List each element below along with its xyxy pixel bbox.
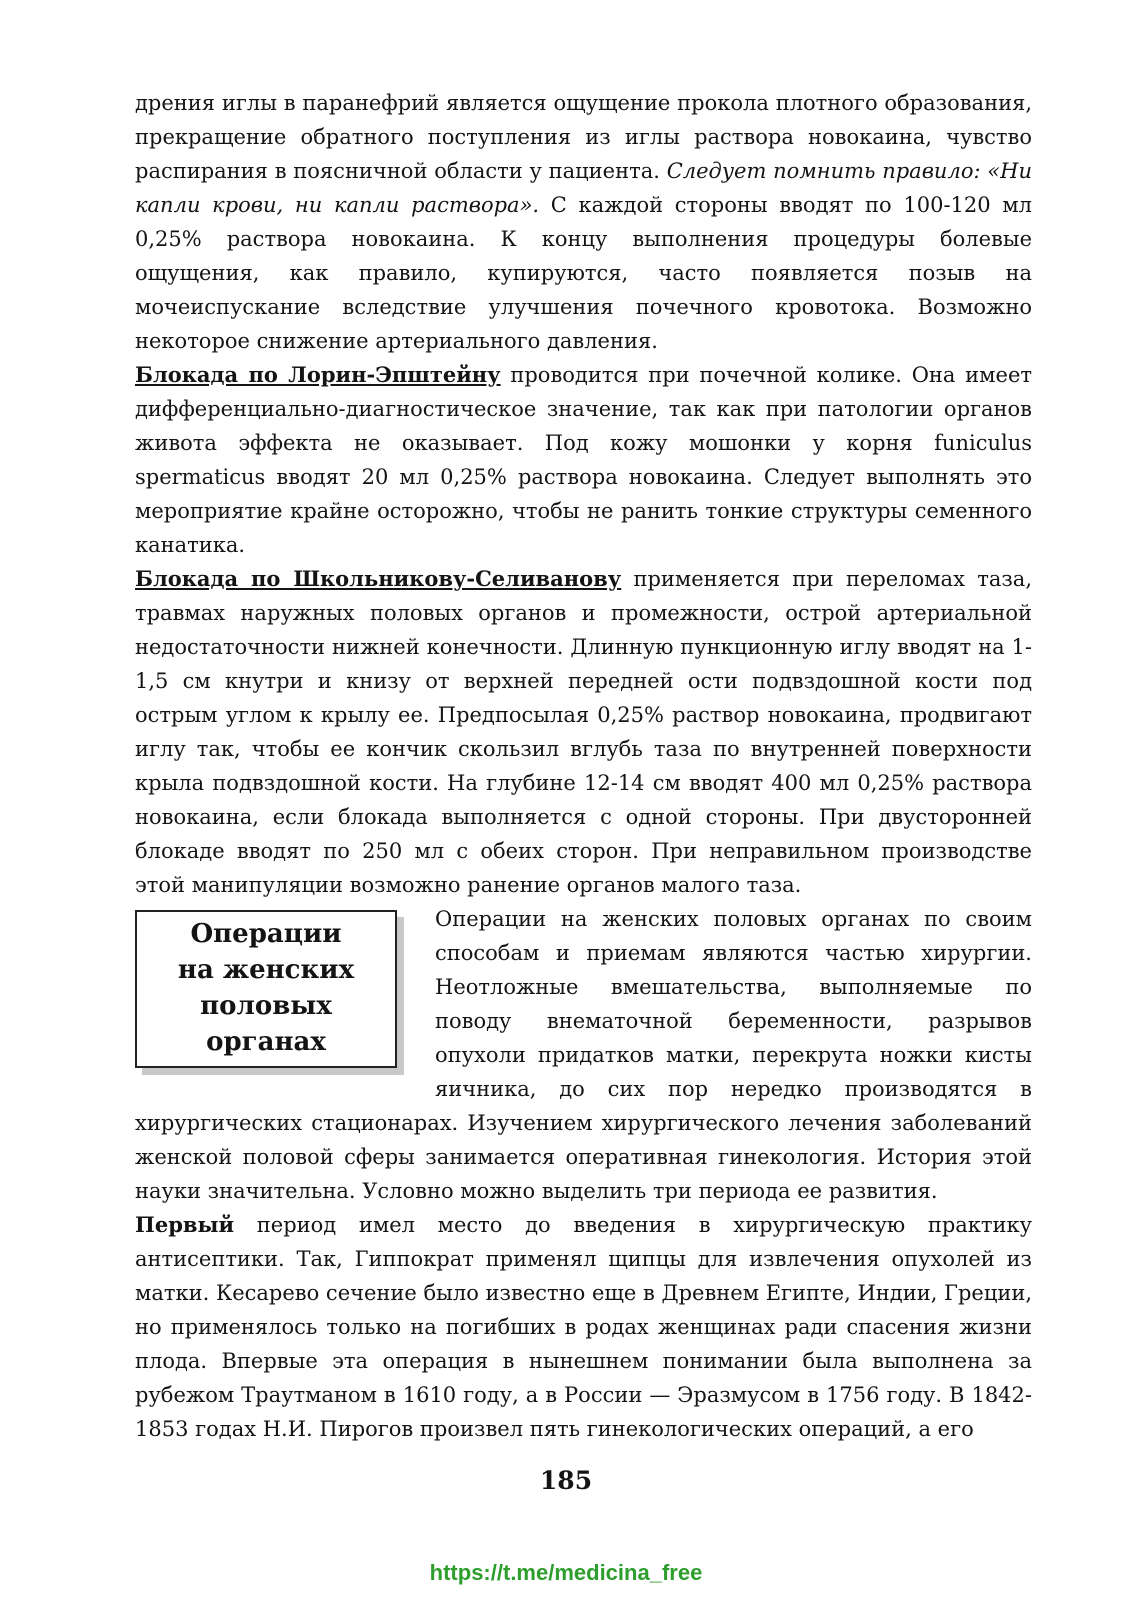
paragraph-3-text: применяется при переломах таза, травмах наружных половых органов и промежности, острой артериальной недостаточности нижней конечности. Длинную пункционную иглу вводят на 1-1,5 см кнутри и книзу от верхней передней ости подвздошной кости под острым углом к крылу ее. Предпосылая 0,25% раствор новокаина, продвигают иглу так, чтобы ее кончик скользил вглубь таза по внутренней поверхности крыла подвздошной кости. На глубине 12-14 см вводят 400 мл 0,25% раствора новокаина, если блокада выполняется с одной стороны. При двусторонней блокаде вводят по 250 мл с обеих сторон. При неправильном производстве этой манипуляции возможно ранение органов малого таза. bbox=[135, 567, 1032, 897]
paragraph-1-text-a: дрения иглы в паранефрий является ощущение прокола плотного образования, прекращение обратного поступления из иглы раствора новокаина, чувство распирания в поясничной области у пациента. bbox=[135, 91, 1032, 183]
paragraph-shkolnikov-selivanov bbox=[135, 562, 1032, 902]
paragraph-first-period bbox=[135, 1208, 1032, 1446]
term-first: Первый bbox=[135, 1212, 235, 1237]
term-lorin-epstein: Блокада по Лорин-Эпштейну bbox=[135, 362, 501, 387]
section-heading-line-2: на женских bbox=[177, 955, 355, 985]
paragraph-1-text-b: С каждой стороны вводят по 100-120 мл 0,25% раствора новокаина. К концу выполнения процедуры болевые ощущения, как правило, купируются, часто появляется позыв на мочеиспускание вследствие улучшения почечного кровотока. Возможно некоторое снижение артериального давления. bbox=[135, 193, 1032, 353]
paragraph-2-text: проводится при почечной колике. Она имеет дифференциально-диагностическое значение, так как при патологии органов живота эффекта не оказывает. Под кожу мошонки у корня funiculus spermaticus вводят 20 мл 0,25% раствора новокаина. Следует выполнять это мероприятие крайне осторожно, чтобы не ранить тонкие структуры семенного канатика. bbox=[135, 363, 1032, 557]
paragraph-5-text: период имел место до введения в хирургическую практику антисептики. Так, Гиппократ применял щипцы для извлечения опухолей из матки. Кесарево сечение было известно еще в Древнем Египте, Индии, Греции, но применялось только на погибших в родах женщинах ради спасения жизни плода. Впервые эта операция в нынешнем понимании была выполнена за рубежом Траутманом в 1610 году, а в России — Эразмусом в 1756 году. В 1842-1853 годах Н.И. Пирогов произвел пять гинекологических операций, а его bbox=[135, 1213, 1032, 1441]
paragraph-1 bbox=[135, 86, 1032, 358]
section-heading-line-1: Операции bbox=[190, 919, 342, 949]
section-heading-line-3: половых органах bbox=[200, 991, 332, 1057]
section-heading-box bbox=[135, 910, 397, 1068]
rule-quote: Следует помнить правило: «Ни капли крови, ни капли раствора». bbox=[135, 159, 1032, 217]
term-shkolnikov-selivanov: Блокада по Школьникову-Селиванову bbox=[135, 566, 622, 591]
page-number: 185 bbox=[539, 1466, 593, 1495]
paragraph-4-text: Операции на женских половых органах по своим способам и приемам являются частью хирургии. Неотложные вмешательства, выполняемые по поводу внематочной беременности, разрывов опухоли придатков матки, перекрута ножки кисты яичника, до сих пор нередко производятся в хирургических стационарах. Изучением хирургического лечения заболеваний женской половой сферы занимается оперативная гинекология. История этой науки значительна. Условно можно выделить три периода ее развития. bbox=[135, 907, 1032, 1203]
paragraph-lorin-epstein bbox=[135, 358, 1032, 562]
watermark-link[interactable]: https://t.me/medicina_free bbox=[429, 1560, 703, 1585]
main-text bbox=[135, 86, 1032, 1446]
